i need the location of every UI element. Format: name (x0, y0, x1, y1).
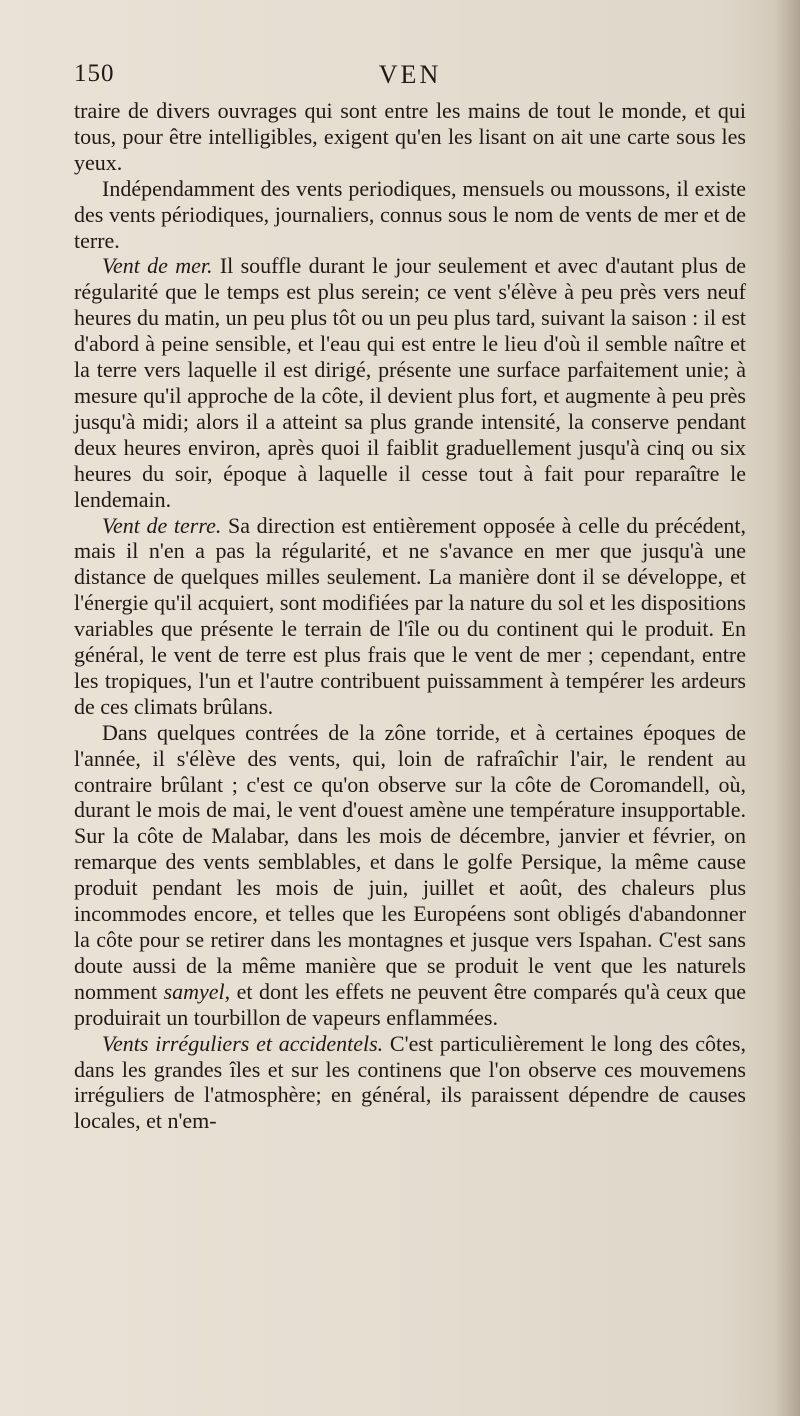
paragraph-6-text: C'est particulièrement le long des côtes, dans les grandes îles et sur les continens que l'on observe ces mouvemens irréguliers de l'atmosphère; en général, ils paraissent dépendre de causes locales, et n'em- (74, 1030, 746, 1134)
paragraph-5-text: Dans quelques contrées de la zône torride, et à certaines époques de l'année, il s'élève des vents, qui, loin de rafraîchir l'air, le rendent au contraire brûlant ; c'est ce qu'on observe sur la côte de Coromandell, où, durant le mois de mai, le vent d'ouest amène une température insupportable. Sur la côte de Malabar, dans les mois de décembre, janvier et février, on remarque des vents semblables, et dans le golfe Persique, la même cause produit pendant les mois de juin, juillet et août, des chaleurs plus incommodes encore, et telles que les Européens sont obligés d'abandonner la côte pour se retirer dans les montagnes et jusque vers Ispahan. C'est sans doute aussi de la même manière que se produit le vent que les naturels nomment (74, 719, 746, 1004)
page-edge-shadow (774, 0, 800, 1416)
paragraph-vents-irreguliers (74, 1031, 746, 1135)
italic-term-samyel: samyel (163, 978, 225, 1004)
paragraph-2 (74, 176, 746, 254)
paragraph-vent-de-mer (74, 253, 746, 512)
body-text (74, 98, 746, 1134)
paragraph-1-text: traire de divers ouvrages qui sont entre les mains de tout le monde, et qui tous, pour être intelligibles, exigent qu'en les lisant on ait une carte sous les yeux. (74, 98, 746, 175)
paragraph-4-text: Sa direction est entièrement opposée à celle du précédent, mais il n'en a pas la régularité, et ne s'avance en mer que jusqu'à une distance de quelques milles seulement. La manière dont il se développe, et l'énergie qu'il acquiert, sont modifiées par la nature du sol et les dispositions variables que présente le terrain de l'île ou du continent qui le produit. En général, le vent de terre est plus frais que le vent de mer ; cependant, entre les tropiques, l'un et l'autre contribuent puissamment à tempérer les ardeurs de ces climats brûlans. (74, 512, 746, 719)
page-header (74, 60, 746, 96)
paragraph-1 (74, 98, 746, 176)
paragraph-2-text: Indépendamment des vents periodiques, mensuels ou moussons, il existe des vents périodiques, journaliers, connus sous le nom de vents de mer et de terre. (74, 175, 746, 253)
paragraph-heading-vent-de-mer: Vent de mer. (102, 253, 213, 279)
paragraph-5 (74, 720, 746, 1031)
paragraph-5-tail: , et dont les effets ne peuvent être comparés qu'à ceux que produirait un tourbillon de vapeurs enflammées. (74, 978, 746, 1030)
page-number: 150 (74, 60, 115, 87)
paragraph-3-text: Il souffle durant le jour seulement et avec d'autant plus de régularité que le temps est plus serein; ce vent s'élève à peu près vers neuf heures du matin, un peu plus tôt ou un peu plus tard, suivant la saison : il est d'abord à peine sensible, et l'eau qui est entre le lieu d'où il semble naître et la terre vers laquelle il est dirigé, présente une surface parfaitement unie; à mesure qu'il approche de la côte, il devient plus fort, et augmente à peu près jusqu'à midi; alors il a atteint sa plus grande intensité, la conserve pendant deux heures environ, après quoi il faiblit graduellement jusqu'à cinq ou six heures du soir, époque à laquelle il cesse tout à fait pour reparaître le lendemain. (74, 253, 747, 512)
paragraph-vent-de-terre (74, 513, 746, 720)
paragraph-heading-vents-irreguliers: Vents irréguliers et accidentels. (102, 1030, 384, 1056)
paragraph-heading-vent-de-terre: Vent de terre. (102, 512, 222, 538)
running-head: VEN (378, 60, 442, 89)
